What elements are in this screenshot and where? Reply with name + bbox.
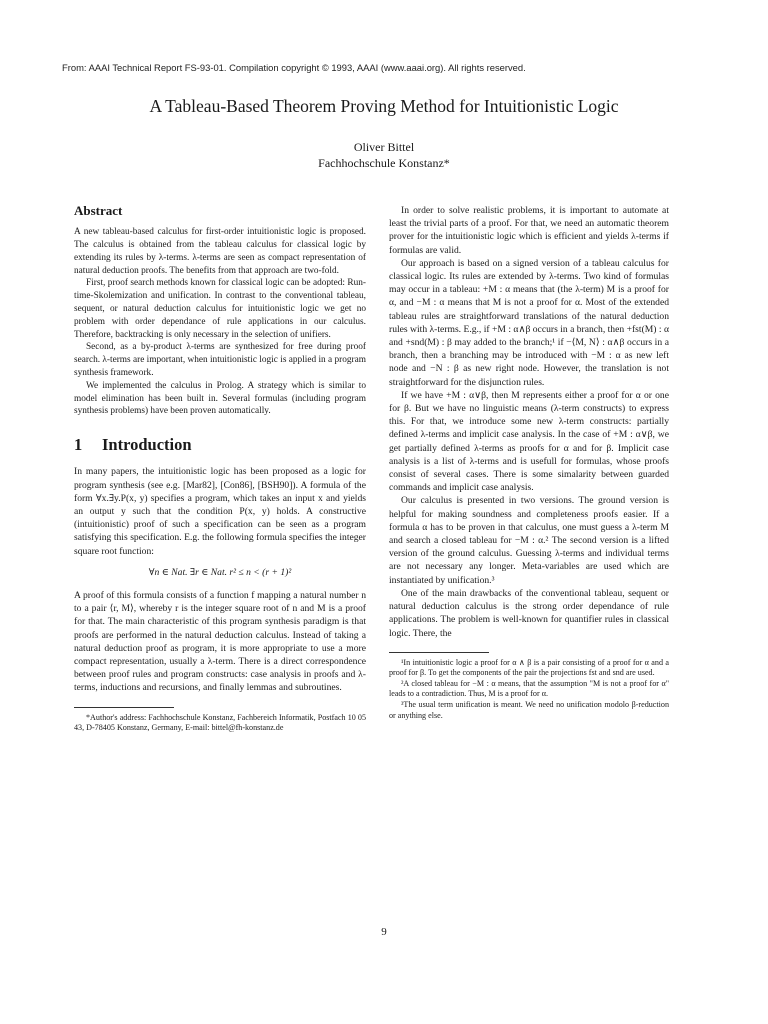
section-heading bbox=[74, 435, 366, 455]
body-paragraph: Our approach is based on a signed version of a tableau calculus for classical logic. Its rules are extended by λ-terms. Two kind of formulas may occur in a tableau: +M : α means that (the λ-term) M is a proof for α, and −M : α means that M is not a proof for α. Most of the extended tableau rules are straightforward translations of the natural deduction rules with λ-terms. E.g., if +M : α∧β occurs in a branch, then +fst(M) : α and +snd(M) : β may added to the branch;¹ if −⟨M, N⟩ : α∧β occurs in a branch, then a branching may be introduced with −M : α as new left node and −N : β as new right node. However, the translation is not straightforward for the disjunction rules. bbox=[389, 257, 669, 388]
intro-paragraph: A proof of this formula consists of a function f mapping a natural number n to a pair ⟨r, M⟩, whereby r is the integer square root of n and M is a proof for that. The main characteristic of this program synthesis paradigm is that proofs are performed in the natural deduction calculus. Instead of taking a natural deduction proof as program, it is more appropriate to use a more compact representation, usually a λ-term. There is a direct correspondence between proof rules and program constructs: case analysis in proofs and λ-terms, inductions and recursions, and finally lemmas and subroutines. bbox=[74, 589, 366, 694]
abstract-paragraph: We implemented the calculus in Prolog. A strategy which is similar to model elimination has been built in. Several formulas (including program synthesis problems) have been proven automatically. bbox=[74, 380, 366, 417]
left-column bbox=[74, 204, 366, 734]
footnote-rule bbox=[74, 707, 174, 708]
body-paragraph: In order to solve realistic problems, it is important to automate at least the trivial parts of a proof. For that, we need an automatic theorem prover for the intuitionistic logic which is efficient and yields λ-terms if formulas are valid. bbox=[389, 205, 669, 256]
body-paragraph: If we have +M : α∨β, then M represents either a proof for α or one for β. But we have no linguistic means (λ-term constructs) to express this. For that, we introduce some new λ-term constructs: partially defined λ-terms and implicit case analysis. In the case of +M : α∨β, we get partially defined λ-terms as proofs for α and for β. Implicit case analysis is a list of λ-terms and is usefull for formulas, whose proofs consist of several cases. There is some simalarity between guarded commands and implicit case analysis. bbox=[389, 389, 669, 494]
right-column bbox=[389, 204, 669, 721]
abstract-paragraph: First, proof search methods known for classical logic can be adopted: Run-time-Skolemization and unification. In contrast to the conventional tableau, sequent, or natural deduction calculus for intuitionistic logic we get no problem with order dependance of rule applications in our calculus. Therefore, backtracking is only necessary in the selection of unifiers. bbox=[74, 278, 366, 340]
footnote: ³The usual term unification is meant. We need no unification modolo β-reduction or anything else. bbox=[389, 700, 669, 720]
footnote-author: *Author's address: Fachhochschule Konstanz, Fachbereich Informatik, Postfach 10 05 43, D-78405 Konstanz, Germany, E-mail: bittel@fh-konstanz.de bbox=[74, 712, 366, 733]
paper-title: A Tableau-Based Theorem Proving Method for Intuitionistic Logic bbox=[149, 96, 619, 116]
abstract-body bbox=[74, 226, 366, 418]
intro-paragraph: In many papers, the intuitionistic logic has been proposed as a logic for program synthesis (see e.g. [Mar82], [Con86], [BSH90]). A formula of the form ∀x.∃y.P(x, y) specifies a program, which takes an input x and yields an output y such that the condition P(x, y) holds. A constructive (intuitionistic) proof of such a specification can be seen as a program satisfying this specification. E.g. the following formula specifies the integer square root function: bbox=[74, 466, 366, 557]
source-line: From: AAAI Technical Report FS-93-01. Compilation copyright © 1993, AAAI (www.aaai.org). All rights reserved. bbox=[62, 62, 526, 73]
body-paragraph: One of the main drawbacks of the conventional tableau, sequent or natural deduction calculus is the strong order dependance of rule applications. The problem is well-known for quantifier rules in classical logic. There, the bbox=[389, 587, 669, 639]
section-title: Introduction bbox=[102, 435, 192, 455]
footnote: ¹In intuitionistic logic a proof for α ∧ β is a pair consisting of a proof for α and a proof for β. To get the components of the pair the projections fst and snd are used. bbox=[389, 657, 669, 678]
abstract-paragraph: A new tableau-based calculus for first-order intuitionistic logic is proposed. The calculus is obtained from the tableau calculus for classical logic by extending its rules by λ-terms. λ-terms are seen as compact representation of natural deduction proofs. The benefits from that approach are two-fold. bbox=[74, 227, 366, 276]
abstract-paragraph: Second, as a by-product λ-terms are synthesized for free during proof search. λ-terms are important, when intuitionistic logic is applied in a program synthesis framework. bbox=[74, 342, 366, 378]
section-number: 1 bbox=[74, 435, 83, 455]
abstract-heading: Abstract bbox=[74, 203, 123, 218]
body-paragraph: Our calculus is presented in two versions. The ground version is helpful for making soundness and completeness proofs easier. If a formula α has to be proven in that calculus, one must guess a λ-term M and search a closed tableau for −M : α.² The second version is a lifted version of the ground calculus. Guessing λ-terms and individual terms are not necessary any longer. Meta-variables are used which are instantiated by unification.³ bbox=[389, 495, 669, 586]
author-name: Oliver Bittel bbox=[353, 140, 415, 154]
footnote: ²A closed tableau for −M : α means, that the assumption "M is not a proof for α" leads to a contradiction. Thus, M is a proof for α. bbox=[389, 678, 669, 699]
footnote-rule bbox=[389, 652, 489, 653]
author-affiliation: Fachhochschule Konstanz* bbox=[318, 156, 450, 170]
page-number: 9 bbox=[381, 926, 387, 938]
display-formula: ∀n ∈ Nat. ∃r ∈ Nat. r² ≤ n < (r + 1)² bbox=[148, 566, 292, 578]
